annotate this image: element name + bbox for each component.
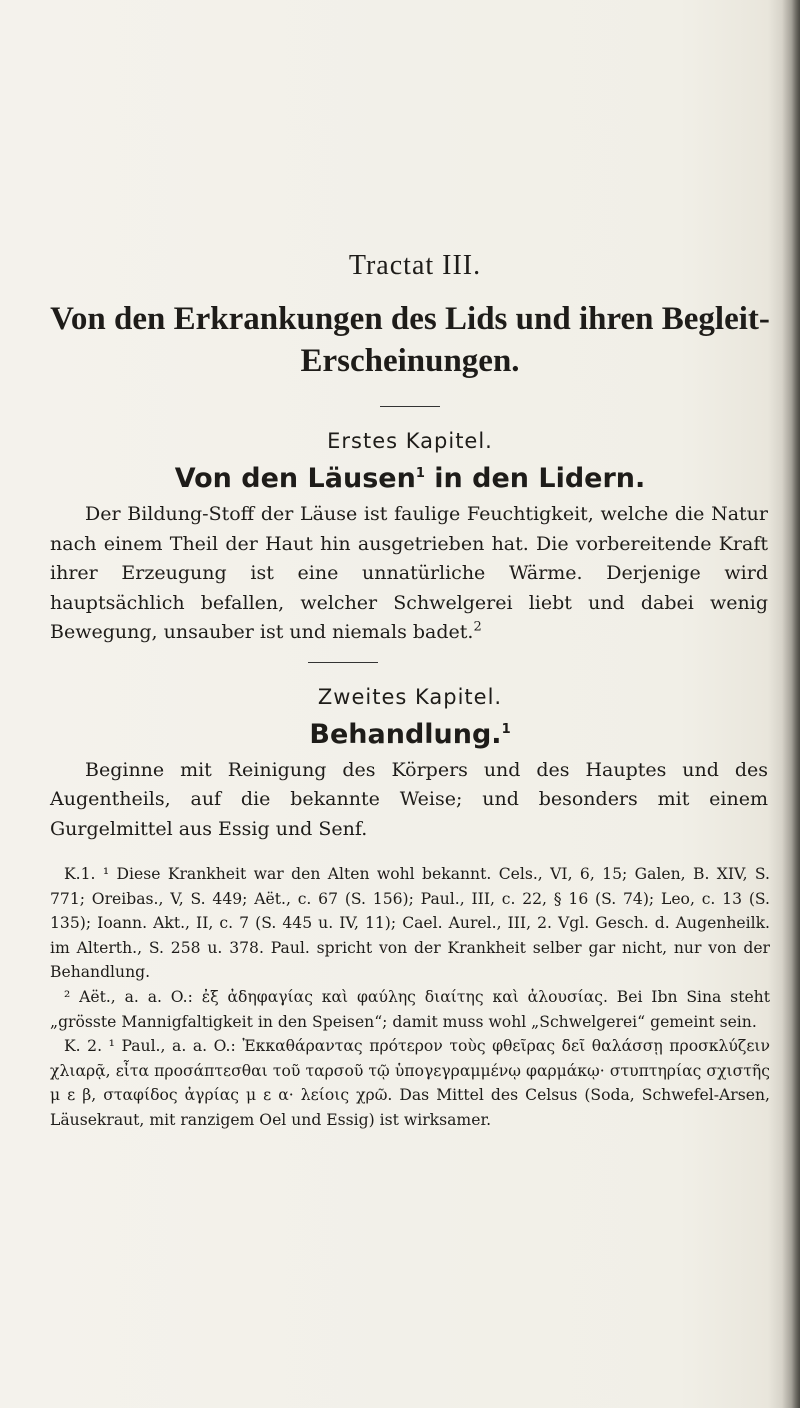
main-title xyxy=(50,298,770,382)
chapter1-title xyxy=(50,463,770,494)
chapter1-label: Erstes Kapitel. xyxy=(327,429,493,453)
chapter2-title xyxy=(50,719,770,750)
chapter2-title-text: Behandlung. xyxy=(309,718,502,750)
chapter1-paragraph-text: Der Bildung-Stoff der Läuse ist faulige Feuchtigkeit, welche die Natur nach einem Theil der Haut hin ausgetrieben hat. Die vorbereitende Kraft ihrer Erzeugung ist eine unnatürliche Wärme. Derjenige wird hauptsächlich befallen, welcher Schwelgerei liebt und dabei wenig Bewegung, unsauber ist und niemals badet. xyxy=(50,503,768,643)
tractat-heading: Tractat III. xyxy=(348,250,482,281)
footnote: K. 2. ¹ Paul., a. a. O.: Ἐκκαθάραντας πρότερον τοὺς φθεῖρας δεῖ θαλάσσῃ προσκλύζειν χλιαρᾷ, εἶτα προσάπτεσθαι τοῦ ταρσοῦ τῷ ὑπογεγραμμένῳ φαρμάκῳ· στυπτηρίας σχιστῆς μ ε β, σταφίδος ἀγρίας μ ε α· λείοις χρῶ. Das Mittel des Celsus (Soda, Schwefel-Arsen, Läusekraut, mit ranzigem Oel und Essig) ist wirksamer. xyxy=(50,1037,770,1129)
page-content xyxy=(50,250,770,1133)
chapter1-title-rest: in den Lidern. xyxy=(424,463,646,494)
footnote: ² Aët., a. a. O.: ἐξ ἀδηφαγίας καὶ φαύλης διαίτης καὶ ἀλουσίας. Bei Ibn Sina steht „grösste Mannigfaltigkeit in den Speisen“; damit muss wohl „Schwelgerei“ gemeint sein. xyxy=(50,987,770,1031)
chapter2-title-footnote-ref: 1 xyxy=(501,721,511,737)
page-edge-shadow xyxy=(782,0,800,1408)
chapter1-body xyxy=(50,500,768,648)
footnote: K.1. ¹ Diese Krankheit war den Alten wohl bekannt. Cels., VI, 6, 15; Galen, B. XIV, S. 771; Oreibas., V, S. 449; Aët., c. 67 (S. 156); Paul., III, c. 22, § 16 (S. 74); Leo, c. 13 (S. 135); Ioann. Akt., II, c. 7 (S. 445 u. IV, 11); Cael. Aurel., III, 2. Vgl. Gesch. d. Augenheilk. im Alterth., S. 258 u. 378. Paul. spricht von der Krankheit selber gar nicht, nur von der Behandlung. xyxy=(50,865,770,982)
chapter2-paragraph: Beginne mit Reinigung des Körpers und des Hauptes und des Augentheils, auf die bekannte Weise; und besonders mit einem Gurgelmittel aus Essig und Senf. xyxy=(50,758,768,840)
chapter2-body xyxy=(50,756,768,845)
chapter1-paragraph xyxy=(50,500,768,648)
chapter1-footnote-ref: 2 xyxy=(473,619,482,635)
chapter-divider xyxy=(308,662,378,663)
chapter1-title-footnote-ref: 1 xyxy=(415,466,425,481)
main-title-line2: Erscheinungen. xyxy=(300,343,520,379)
title-divider xyxy=(380,406,440,407)
chapter1-title-text: Von den Läusen xyxy=(174,463,416,494)
main-title-line1: Von den Erkrankungen des Lids und ihren Begleit- xyxy=(50,301,770,337)
footnotes xyxy=(50,862,770,1133)
chapter2-label: Zweites Kapitel. xyxy=(317,684,503,709)
